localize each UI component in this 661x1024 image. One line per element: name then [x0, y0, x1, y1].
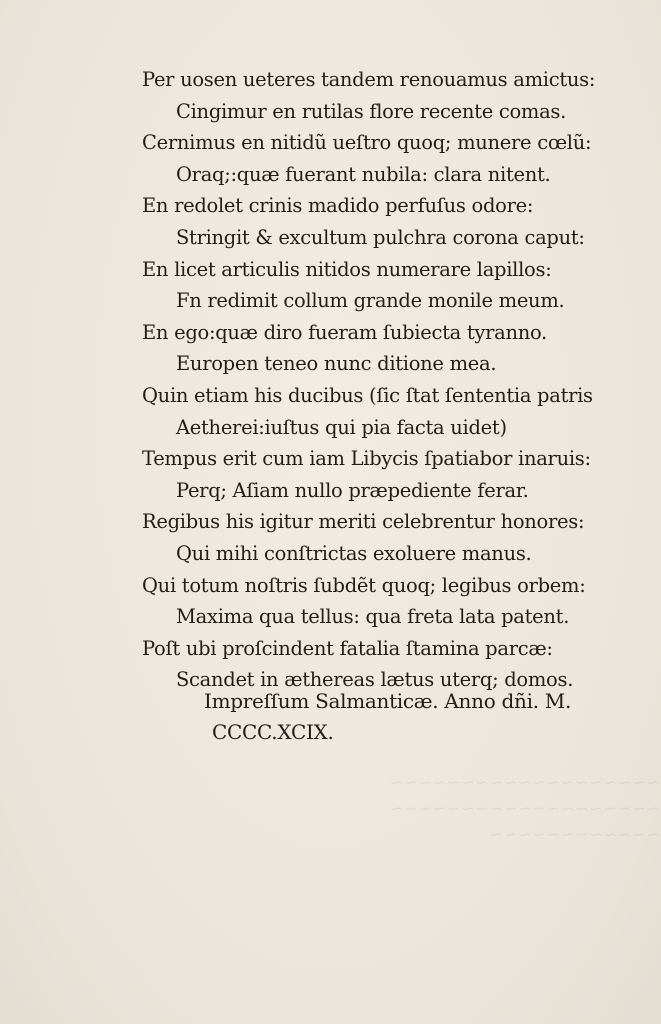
colophon-year: CCCC.XCIX. [212, 720, 334, 744]
verse-line: Cingimur en rutilas flore recente comas. [176, 99, 567, 123]
verse-line: En redolet crinis madido perfuſus odore: [142, 194, 534, 218]
verse-line: Scandet in æthereas lætus uterq; domos. [176, 668, 574, 692]
verse-line: Perq; Aſiam nullo præpediente ferar. [176, 478, 529, 502]
verse-line: Quin etiam his ducibus (ſic ſtat ſententia patris [142, 383, 593, 407]
colophon-imprint: Impreſſum Salmanticæ. Anno dñi. M. [204, 689, 572, 713]
verse-line: En licet articulis nitidos numerare lapillos: [142, 257, 552, 281]
verse-line: Per uosen ueteres tandem renouamus amictus: [142, 68, 596, 91]
verse-line: Qui mihi conſtrictas exoluere manus. [176, 541, 532, 565]
verse-line: Stringit & excultum pulchra corona caput: [176, 225, 585, 249]
verse-line: Fn redimit collum grande monile meum. [176, 289, 565, 313]
verse-line: Qui totum noſtris ſubdẽt quoq; legibus orbem: [142, 573, 586, 597]
verse-line: Oraq;:quæ fuerant nubila: clara nitent. [176, 162, 551, 186]
verse-line: Poſt ubi proſcindent fatalia ſtamina parcæ: [142, 636, 553, 660]
poem-text [142, 64, 647, 696]
verse-line: En ego:quæ diro fueram ſubiecta tyranno. [142, 320, 547, 344]
verse-line: Regibus his igitur meriti celebrentur honores: [142, 510, 585, 534]
colophon [204, 686, 571, 748]
verse-line: Tempus erit cum iam Libycis ſpatiabor inaruis: [142, 447, 591, 471]
show-through-decoration: ~~~~~~~~~~~~~~~~~~~ ~~~~~~~~~~~~~~~~~~~ ~~~~~~~~~~~~ [389, 773, 660, 845]
verse-line: Europen teneo nunc ditione mea. [176, 352, 497, 376]
verse-line: Aetherei:iuſtus qui pia facta uidet) [176, 415, 507, 439]
verse-line: Maxima qua tellus: qua freta lata patent. [176, 605, 570, 629]
verse-line: Cernimus en nitidũ ueſtro quoq; munere cœlũ: [142, 131, 592, 155]
